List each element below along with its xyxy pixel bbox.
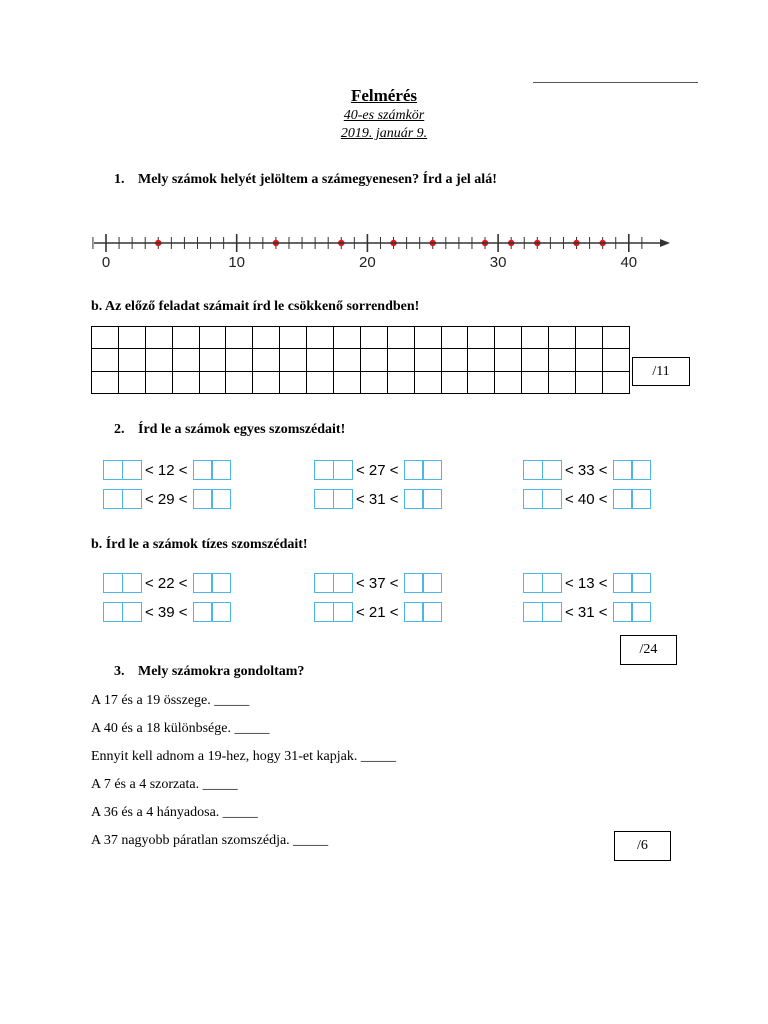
- answer-grid-cell[interactable]: [414, 327, 441, 349]
- answer-box[interactable]: [404, 489, 424, 509]
- answer-box[interactable]: [193, 489, 213, 509]
- answer-boxes-left[interactable]: [103, 602, 140, 622]
- answer-box[interactable]: [333, 489, 353, 509]
- answer-grid-cell[interactable]: [253, 327, 280, 349]
- answer-box[interactable]: [422, 573, 442, 593]
- task2b-text: b. Írd le a számok tízes szomszédait!: [91, 537, 308, 552]
- answer-grid-cell[interactable]: [468, 327, 495, 349]
- answer-box[interactable]: [314, 602, 334, 622]
- answer-grid-cell[interactable]: [576, 349, 603, 371]
- answer-grid-cell[interactable]: [360, 349, 387, 371]
- answer-boxes-right[interactable]: [613, 460, 650, 480]
- answer-grid-cell[interactable]: [172, 371, 199, 393]
- answer-boxes-left[interactable]: [314, 460, 351, 480]
- page-title: Felmérés: [350, 86, 418, 105]
- answer-grid-cell[interactable]: [334, 327, 361, 349]
- page-subtitle: 40-es számkör: [343, 108, 425, 123]
- inequality-text: < 39 <: [145, 603, 188, 621]
- inequality: [314, 601, 441, 623]
- answer-grid-cell[interactable]: [172, 327, 199, 349]
- inequality: [314, 459, 441, 481]
- inequality: [103, 601, 230, 623]
- answer-grid-cell[interactable]: [576, 327, 603, 349]
- answer-grid-row: [92, 327, 630, 349]
- answer-grid-cell[interactable]: [92, 371, 119, 393]
- answer-boxes-right[interactable]: [613, 573, 650, 593]
- answer-grid-cell[interactable]: [253, 349, 280, 371]
- answer-grid-cell[interactable]: [145, 371, 172, 393]
- answer-boxes-left[interactable]: [103, 460, 140, 480]
- task2-text: Írd le a számok egyes szomszédait!: [138, 422, 346, 437]
- answer-box[interactable]: [333, 602, 353, 622]
- answer-grid-cell[interactable]: [387, 327, 414, 349]
- task1-heading: [114, 172, 497, 188]
- answer-boxes-right[interactable]: [404, 489, 441, 509]
- inequality-text: < 27 <: [356, 461, 399, 479]
- answer-grid-cell[interactable]: [441, 327, 468, 349]
- answer-grid-cell[interactable]: [226, 371, 253, 393]
- inequality: [314, 572, 441, 594]
- answer-boxes-right[interactable]: [193, 489, 230, 509]
- answer-grid-cell[interactable]: [468, 349, 495, 371]
- answer-box[interactable]: [542, 602, 562, 622]
- answer-grid-cell[interactable]: [360, 371, 387, 393]
- answer-box[interactable]: [211, 573, 231, 593]
- number-line: [90, 228, 680, 272]
- answer-box[interactable]: [542, 489, 562, 509]
- answer-boxes-right[interactable]: [404, 460, 441, 480]
- inequality-text: < 29 <: [145, 490, 188, 508]
- answer-box[interactable]: [122, 602, 142, 622]
- number-line-label: 0: [101, 254, 111, 271]
- answer-grid-cell[interactable]: [92, 349, 119, 371]
- answer-grid-cell[interactable]: [118, 349, 145, 371]
- answer-grid-cell[interactable]: [387, 349, 414, 371]
- answer-boxes-left[interactable]: [523, 460, 560, 480]
- answer-grid-row: [92, 349, 630, 371]
- answer-box[interactable]: [404, 460, 424, 480]
- answer-grid-cell[interactable]: [576, 371, 603, 393]
- number-line-label: 10: [228, 254, 246, 271]
- answer-box[interactable]: [122, 460, 142, 480]
- answer-grid-cell[interactable]: [199, 327, 226, 349]
- answer-box[interactable]: [314, 573, 334, 593]
- answer-box[interactable]: [542, 573, 562, 593]
- answer-grid-cell[interactable]: [495, 327, 522, 349]
- answer-boxes-left[interactable]: [314, 602, 351, 622]
- answer-box[interactable]: [103, 602, 123, 622]
- answer-grid-cell[interactable]: [307, 349, 334, 371]
- answer-boxes-right[interactable]: [404, 573, 441, 593]
- inequality-text: < 40 <: [565, 490, 608, 508]
- answer-boxes-left[interactable]: [314, 489, 351, 509]
- task3-item[interactable]: A 17 és a 19 összege. _____: [91, 693, 250, 708]
- inequality-text: < 13 <: [565, 574, 608, 592]
- task1-text: Mely számok helyét jelöltem a számegyenesen? Írd a jel alá!: [138, 172, 497, 187]
- inequality: [314, 488, 441, 510]
- answer-grid-cell[interactable]: [145, 349, 172, 371]
- task1b-text: b. Az előző feladat számait írd le csökkenő sorrendben!: [91, 299, 420, 314]
- inequality-text: < 31 <: [356, 490, 399, 508]
- answer-box[interactable]: [631, 602, 651, 622]
- answer-grid-cell[interactable]: [495, 349, 522, 371]
- score-task2: /24: [639, 642, 658, 657]
- answer-box[interactable]: [103, 489, 123, 509]
- answer-box[interactable]: [122, 573, 142, 593]
- answer-box[interactable]: [193, 573, 213, 593]
- answer-grid-cell[interactable]: [280, 371, 307, 393]
- task3-text: Mely számokra gondoltam?: [138, 664, 305, 679]
- task2-heading: [114, 422, 345, 438]
- answer-box[interactable]: [523, 489, 543, 509]
- answer-box[interactable]: [613, 602, 633, 622]
- answer-grid-cell[interactable]: [495, 371, 522, 393]
- answer-grid-cell[interactable]: [414, 371, 441, 393]
- number-line-labels: [102, 254, 637, 271]
- inequality-text: < 33 <: [565, 461, 608, 479]
- name-line: [533, 82, 698, 83]
- answer-grid-cell[interactable]: [360, 327, 387, 349]
- answer-grid-cell[interactable]: [468, 371, 495, 393]
- answer-boxes-right[interactable]: [404, 602, 441, 622]
- answer-grid-cell[interactable]: [522, 349, 549, 371]
- answer-grid-cell[interactable]: [414, 349, 441, 371]
- number-line-label: 20: [359, 254, 376, 271]
- answer-grid-cell[interactable]: [441, 371, 468, 393]
- task3-item[interactable]: Ennyit kell adnom a 19-hez, hogy 31-et kapjak. _____: [91, 749, 396, 764]
- answer-box[interactable]: [613, 460, 633, 480]
- answer-grid-cell[interactable]: [253, 371, 280, 393]
- answer-grid-cell[interactable]: [522, 371, 549, 393]
- answer-grid-cell[interactable]: [172, 349, 199, 371]
- answer-grid-cell[interactable]: [280, 327, 307, 349]
- answer-grid-cell[interactable]: [334, 371, 361, 393]
- answer-box[interactable]: [211, 489, 231, 509]
- answer-box[interactable]: [122, 489, 142, 509]
- task2-number: 2.: [114, 422, 125, 437]
- answer-box[interactable]: [631, 573, 651, 593]
- inequality: [523, 459, 650, 481]
- answer-boxes-right[interactable]: [193, 602, 230, 622]
- answer-boxes-right[interactable]: [613, 602, 650, 622]
- answer-box[interactable]: [631, 460, 651, 480]
- answer-box[interactable]: [613, 489, 633, 509]
- answer-box[interactable]: [613, 573, 633, 593]
- answer-grid-cell[interactable]: [602, 349, 629, 371]
- answer-grid-cell[interactable]: [549, 349, 576, 371]
- inequality: [523, 488, 650, 510]
- number-line-label: 40: [620, 254, 638, 271]
- answer-box[interactable]: [422, 489, 442, 509]
- answer-grid-cell[interactable]: [602, 371, 629, 393]
- answer-box[interactable]: [523, 602, 543, 622]
- score-box-task3: [614, 831, 671, 861]
- page-date: 2019. január 9.: [340, 126, 428, 141]
- answer-boxes-left[interactable]: [523, 602, 560, 622]
- score-task1: /11: [652, 364, 670, 379]
- answer-grid-cell[interactable]: [549, 371, 576, 393]
- answer-boxes-left[interactable]: [523, 489, 560, 509]
- number-line-label: 30: [489, 254, 507, 271]
- answer-box[interactable]: [404, 573, 424, 593]
- task3-item[interactable]: A 40 és a 18 különbsége. _____: [91, 721, 270, 736]
- answer-box[interactable]: [523, 573, 543, 593]
- answer-box[interactable]: [314, 460, 334, 480]
- inequality: [523, 601, 650, 623]
- answer-grid-cell[interactable]: [226, 327, 253, 349]
- inequality-text: < 37 <: [356, 574, 399, 592]
- answer-grid-cell[interactable]: [118, 371, 145, 393]
- answer-grid-cell[interactable]: [334, 349, 361, 371]
- inequality-text: < 31 <: [565, 603, 608, 621]
- answer-grid-row: [92, 371, 630, 393]
- inequality: [103, 572, 230, 594]
- answer-boxes-right[interactable]: [193, 460, 230, 480]
- answer-boxes-right[interactable]: [613, 489, 650, 509]
- score-box-task2: [620, 635, 677, 665]
- answer-box[interactable]: [333, 460, 353, 480]
- number-line-arrow: [660, 239, 670, 247]
- answer-boxes-left[interactable]: [103, 573, 140, 593]
- answer-grid-cell[interactable]: [307, 327, 334, 349]
- answer-box[interactable]: [211, 460, 231, 480]
- answer-boxes-left[interactable]: [523, 573, 560, 593]
- task3-item[interactable]: A 7 és a 4 szorzata. _____: [91, 777, 238, 792]
- answer-box[interactable]: [314, 489, 334, 509]
- task3-item[interactable]: A 36 és a 4 hányadosa. _____: [91, 805, 258, 820]
- inequality-text: < 21 <: [356, 603, 399, 621]
- inequality: [103, 488, 230, 510]
- answer-box[interactable]: [333, 573, 353, 593]
- answer-grid-cell[interactable]: [226, 349, 253, 371]
- answer-grid[interactable]: [91, 326, 630, 394]
- answer-grid-cell[interactable]: [441, 349, 468, 371]
- answer-box[interactable]: [193, 460, 213, 480]
- answer-box[interactable]: [193, 602, 213, 622]
- answer-grid-cell[interactable]: [387, 371, 414, 393]
- answer-boxes-right[interactable]: [193, 573, 230, 593]
- task3-item[interactable]: A 37 nagyobb páratlan szomszédja. _____: [91, 833, 329, 848]
- answer-box[interactable]: [422, 602, 442, 622]
- answer-grid-cell[interactable]: [602, 327, 629, 349]
- score-box-task1: [632, 357, 690, 386]
- task1-number: 1.: [114, 172, 125, 187]
- answer-box[interactable]: [103, 573, 123, 593]
- answer-box[interactable]: [422, 460, 442, 480]
- task3-number: 3.: [114, 664, 125, 679]
- inequality: [523, 572, 650, 594]
- answer-box[interactable]: [542, 460, 562, 480]
- inequality: [103, 459, 230, 481]
- answer-grid-cell[interactable]: [199, 349, 226, 371]
- answer-grid-cell[interactable]: [522, 327, 549, 349]
- answer-grid-cell[interactable]: [549, 327, 576, 349]
- answer-grid-cell[interactable]: [199, 371, 226, 393]
- answer-box[interactable]: [211, 602, 231, 622]
- inequality-text: < 12 <: [145, 461, 188, 479]
- answer-boxes-left[interactable]: [103, 489, 140, 509]
- task3-heading: [114, 664, 304, 680]
- answer-grid-cell[interactable]: [280, 349, 307, 371]
- answer-box[interactable]: [404, 602, 424, 622]
- answer-box[interactable]: [523, 460, 543, 480]
- answer-boxes-left[interactable]: [314, 573, 351, 593]
- answer-box[interactable]: [631, 489, 651, 509]
- answer-grid-cell[interactable]: [307, 371, 334, 393]
- answer-box[interactable]: [103, 460, 123, 480]
- score-task3: /6: [637, 838, 648, 853]
- answer-grid-cell[interactable]: [118, 327, 145, 349]
- answer-grid-cell[interactable]: [145, 327, 172, 349]
- inequality-text: < 22 <: [145, 574, 188, 592]
- answer-grid-cell[interactable]: [92, 327, 119, 349]
